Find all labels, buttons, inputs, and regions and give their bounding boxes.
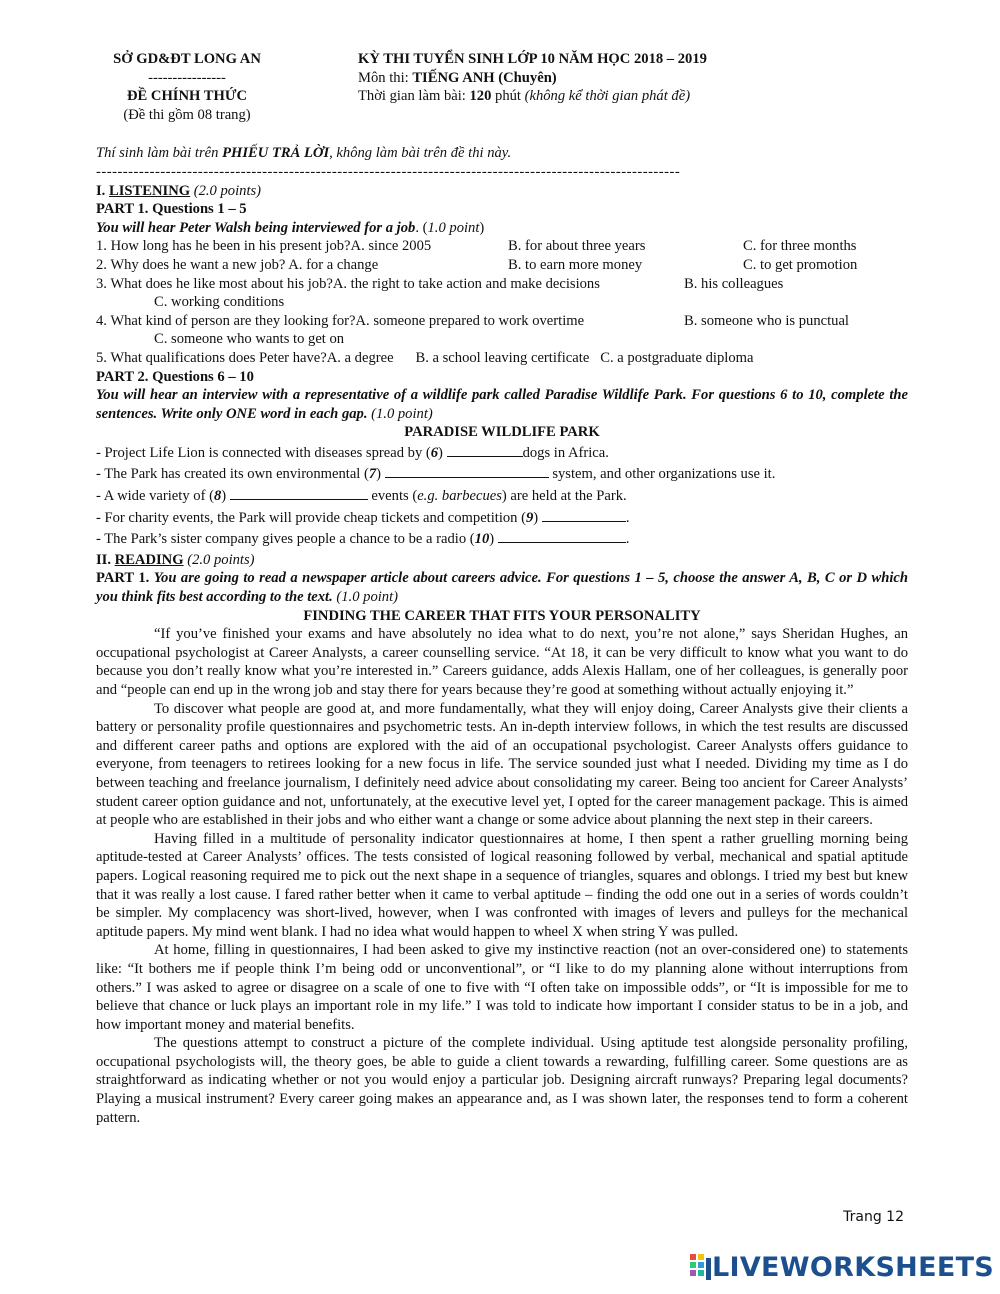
article-title: FINDING THE CAREER THAT FITS YOUR PERSONALITY bbox=[303, 607, 701, 624]
reading-heading: II. READING (2.0 points) bbox=[96, 551, 255, 568]
sentence-8: - A wide variety of (8) events (e.g. barbecues) are held at the Park. bbox=[96, 488, 627, 505]
exam-header bbox=[96, 50, 908, 124]
subject-label: Môn thi: bbox=[358, 69, 413, 86]
article-paragraph-5: The questions attempt to construct a picture of the complete individual. Using aptitude test alongside personality profiling, occupational psychologists will, the theory goes, be able to guide a client towards a rewarding, fulfilling career. Some questions are as straightforward as indicating whether or not you would enjoy a particular job. Designing aircraft runways? Preparing legal documents? Playing a musical instrument? Every career going makes an appearance and, as I was shown later, the responses tend to form a coherent pattern. bbox=[96, 1035, 908, 1126]
listening-part1-heading: PART 1. Questions 1 – 5 bbox=[96, 201, 247, 218]
sentence-6: - Project Life Lion is connected with diseases spread by (6) dogs in Africa. bbox=[96, 444, 609, 461]
time-note: (không kể thời gian phát đề) bbox=[524, 88, 691, 105]
time-value: 120 bbox=[469, 88, 492, 105]
exam-title: KỲ THI TUYỂN SINH LỚP 10 NĂM HỌC 2018 – 2019 bbox=[358, 51, 707, 67]
liveworksheets-logo-icon bbox=[690, 1254, 712, 1282]
sentence-10: - The Park’s sister company gives people a chance to be a radio (10) . bbox=[96, 531, 630, 548]
article-paragraph-3: Having filled in a multitude of personality indicator questionnaires at home, I then spent a rather gruelling morning being aptitude-tested at Career Analysts’ offices. The tests consisted of logical reasoning followed by verbal, mechanical and spatial aptitude papers. Logical reasoning required me to pick out the next shape in a sequence of triangles, squares and oblongs. I tried my best but knew that it was really a lost cause. I fared rather better when it came to verbal aptitude – finding the odd one out in a series of words couldn’t be simpler. My complacency was short-lived, however, when I was confronted with images of levers and pulleys for the mechanical aptitude papers. My mind went blank. I had no idea what would happen to wheel X when string Y was pulled. bbox=[96, 830, 908, 940]
department-name: SỞ GD&ĐT LONG AN bbox=[113, 51, 261, 67]
exam-page bbox=[96, 50, 908, 1127]
answer-sheet-instruction: Thí sinh làm bài trên PHIẾU TRẢ LỜI, không làm bài trên đề thi này. bbox=[96, 145, 512, 162]
page-number: Trang 12 bbox=[843, 1209, 904, 1225]
listening-heading: I. LISTENING (2.0 points) bbox=[96, 182, 262, 199]
park-title: PARADISE WILDLIFE PARK bbox=[404, 424, 600, 441]
gap-8[interactable] bbox=[230, 487, 368, 500]
page-count-note: (Đề thi gồm 08 trang) bbox=[123, 106, 251, 123]
gap-6[interactable] bbox=[447, 444, 523, 457]
question-4-option-c: C. someone who wants to get on bbox=[154, 331, 345, 348]
time-unit: phút bbox=[491, 88, 525, 105]
time-label: Thời gian làm bài: bbox=[358, 88, 470, 105]
gap-9[interactable] bbox=[542, 509, 626, 522]
liveworksheets-logo bbox=[690, 1252, 994, 1283]
sentence-9: - For charity events, the Park will provide cheap tickets and competition (9) . bbox=[96, 509, 630, 526]
article-paragraph-2: To discover what people are good at, and more fundamentally, what they will enjoy doing, Career Analysts give their clients a battery or personality profile questionnaires and psychometric tests. An in-depth interview follows, in which the test results are discussed and different career paths and options are explored with the aid of an occupational psychologist. Career Analysts offers guidance to everyone, from teenagers to retirees looking for a new focus in life. The service sounded just what I needed. Dividing my time as I do between teaching and freelance journalism, I definitely need advice about consolidating my career. Being too ancient for Career Analysts’ student career option guidance and not, unfortunately, at the executive level yet, I opted for the career management package. This is aimed at people who are established in their jobs and who either want a change or some advice about planning the next step in their careers. bbox=[96, 700, 908, 829]
header-left bbox=[96, 50, 278, 124]
separator-line: ------------------------------------------------------------------------------------------------------------- bbox=[96, 163, 681, 180]
header-dashes: ---------------- bbox=[148, 69, 226, 86]
listening-part2-instruction: You will hear an interview with a representative of a wildlife park called Paradise Wildlife Park. For questions 6 to 10, complete the sentences. Write only ONE word in each gap. (1.0 point) bbox=[96, 387, 908, 422]
listening-part2-heading: PART 2. Questions 6 – 10 bbox=[96, 368, 254, 385]
question-2: 2. Why does he want a new job? A. for a change B. to earn more money C. to get promotion bbox=[96, 256, 858, 273]
listening-part1-instruction: You will hear Peter Walsh being interviewed for a job. (1.0 point) bbox=[96, 219, 485, 236]
subject-name: TIẾNG ANH (Chuyên) bbox=[412, 69, 557, 86]
reading-part1-instruction: PART 1. You are going to read a newspaper article about careers advice. For questions 1 – 5, choose the answer A, B, C or D which you think fits best according to the text. (1.0 point) bbox=[96, 570, 908, 606]
official-label: ĐỀ CHÍNH THỨC bbox=[126, 88, 247, 105]
question-3: 3. What does he like most about his job?A. the right to take action and make decisions B. his colleagues bbox=[96, 275, 784, 292]
sentence-7: - The Park has created its own environmental (7) system, and other organizations use it. bbox=[96, 466, 776, 483]
gap-10[interactable] bbox=[498, 530, 626, 543]
question-3-option-c: C. working conditions bbox=[154, 294, 285, 311]
question-5: 5. What qualifications does Peter have?A. a degree B. a school leaving certificate C. a postgraduate diploma bbox=[96, 349, 754, 366]
article-paragraph-1: “If you’ve finished your exams and have absolutely no idea what to do next, you’re not alone,” says Sheridan Hughes, an occupational psychologist at Career Analysts, a career counselling service. “At 18, it can be very difficult to know what you want to do because you don’t really know what you’re interested in.” Careers guidance, adds Alexis Hallam, one of her colleagues, is generally poor and “people can end up in the wrong job and stay there for years because they’re good at something without actually enjoying it.” bbox=[96, 626, 908, 698]
article-paragraph-4: At home, filling in questionnaires, I had been asked to give my instinctive reaction (not an over-considered one) to statements like: “It bothers me if people think I’m being odd or unconventional”, or “I like to do my planning alone without interruptions from others.” I was asked to agree or disagree on a scale of one to five with “I often take on impossible odds”, or “It is impossible for me to believe that chance or luck plays an important role in my life.” I was told to indicate how important I consider status to be in a job, and how important money and material benefits. bbox=[96, 942, 908, 1033]
gap-7[interactable] bbox=[385, 465, 549, 478]
liveworksheets-logo-text: LIVEWORKSHEETS bbox=[712, 1252, 995, 1283]
question-4: 4. What kind of person are they looking for?A. someone prepared to work overtime B. someone who is punctual bbox=[96, 312, 849, 329]
question-1: 1. How long has he been in his present job?A. since 2005 B. for about three years C. for three months bbox=[96, 238, 857, 255]
header-right bbox=[358, 50, 707, 124]
